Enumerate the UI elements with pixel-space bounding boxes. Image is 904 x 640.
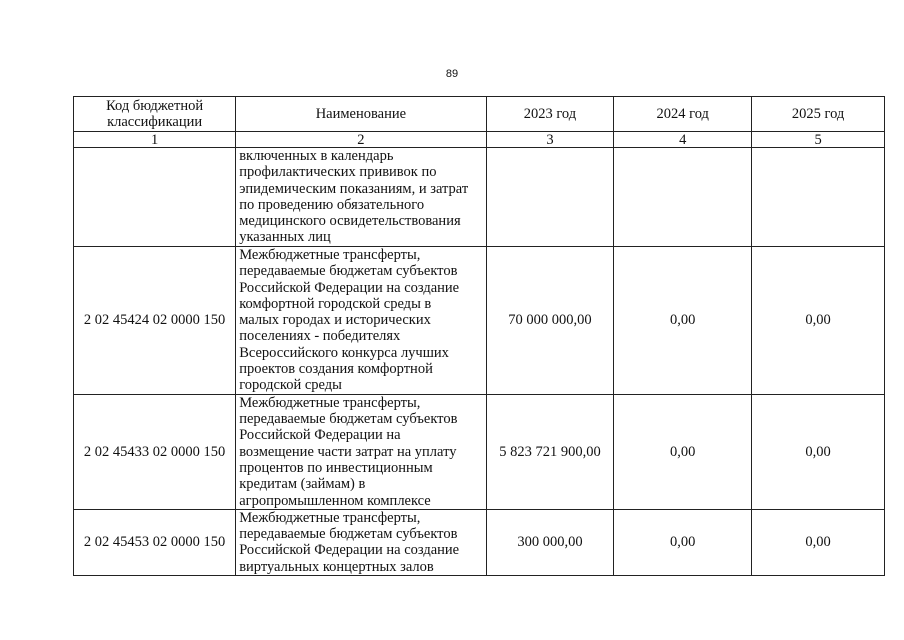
header-2025: 2025 год <box>752 97 885 132</box>
column-number: 2 <box>236 132 486 148</box>
amount-2024-cell: 0,00 <box>614 394 752 509</box>
amount-2025-cell <box>752 148 885 247</box>
amount-2024-cell: 0,00 <box>614 246 752 394</box>
amount-2023-cell: 300 000,00 <box>486 509 614 575</box>
name-cell: Межбюджетные трансферты, передаваемые бюджетам субъектов Российской Федерации на создание виртуальных концертных залов <box>236 509 486 575</box>
amount-2023-cell: 70 000 000,00 <box>486 246 614 394</box>
amount-2025-cell: 0,00 <box>752 394 885 509</box>
amount-2023-cell: 5 823 721 900,00 <box>486 394 614 509</box>
column-number: 1 <box>74 132 236 148</box>
budget-code-cell: 2 02 45433 02 0000 150 <box>74 394 236 509</box>
budget-code-cell: 2 02 45453 02 0000 150 <box>74 509 236 575</box>
column-number: 5 <box>752 132 885 148</box>
table-row <box>74 394 885 509</box>
budget-code-cell: 2 02 45424 02 0000 150 <box>74 246 236 394</box>
amount-2024-cell: 0,00 <box>614 509 752 575</box>
header-2023: 2023 год <box>486 97 614 132</box>
table-row <box>74 246 885 394</box>
column-number-row <box>74 132 885 148</box>
table-row <box>74 148 885 247</box>
page-number: 89 <box>445 68 459 80</box>
header-name: Наименование <box>236 97 486 132</box>
name-cell: включенных в календарь профилактических прививок по эпидемическим показаниям, и затрат по проведению обязательного медицинского освидетельствования указанных лиц <box>236 148 486 247</box>
amount-2024-cell <box>614 148 752 247</box>
name-cell: Межбюджетные трансферты, передаваемые бюджетам субъектов Российской Федерации на возмещение части затрат на уплату процентов по инвестиционным кредитам (займам) в агропромышленном комплексе <box>236 394 486 509</box>
column-number: 3 <box>486 132 614 148</box>
header-2024: 2024 год <box>614 97 752 132</box>
budget-table <box>73 96 885 576</box>
name-cell: Межбюджетные трансферты, передаваемые бюджетам субъектов Российской Федерации на создание комфортной городской среды в малых городах и исторических поселениях - победителях Всероссийского конкурса лучших проектов создания комфортной городской среды <box>236 246 486 394</box>
table-row <box>74 509 885 575</box>
table-header-row <box>74 97 885 132</box>
header-code: Код бюджетной классификации <box>74 97 236 132</box>
amount-2025-cell: 0,00 <box>752 246 885 394</box>
amount-2023-cell <box>486 148 614 247</box>
column-number: 4 <box>614 132 752 148</box>
amount-2025-cell: 0,00 <box>752 509 885 575</box>
budget-code-cell <box>74 148 236 247</box>
